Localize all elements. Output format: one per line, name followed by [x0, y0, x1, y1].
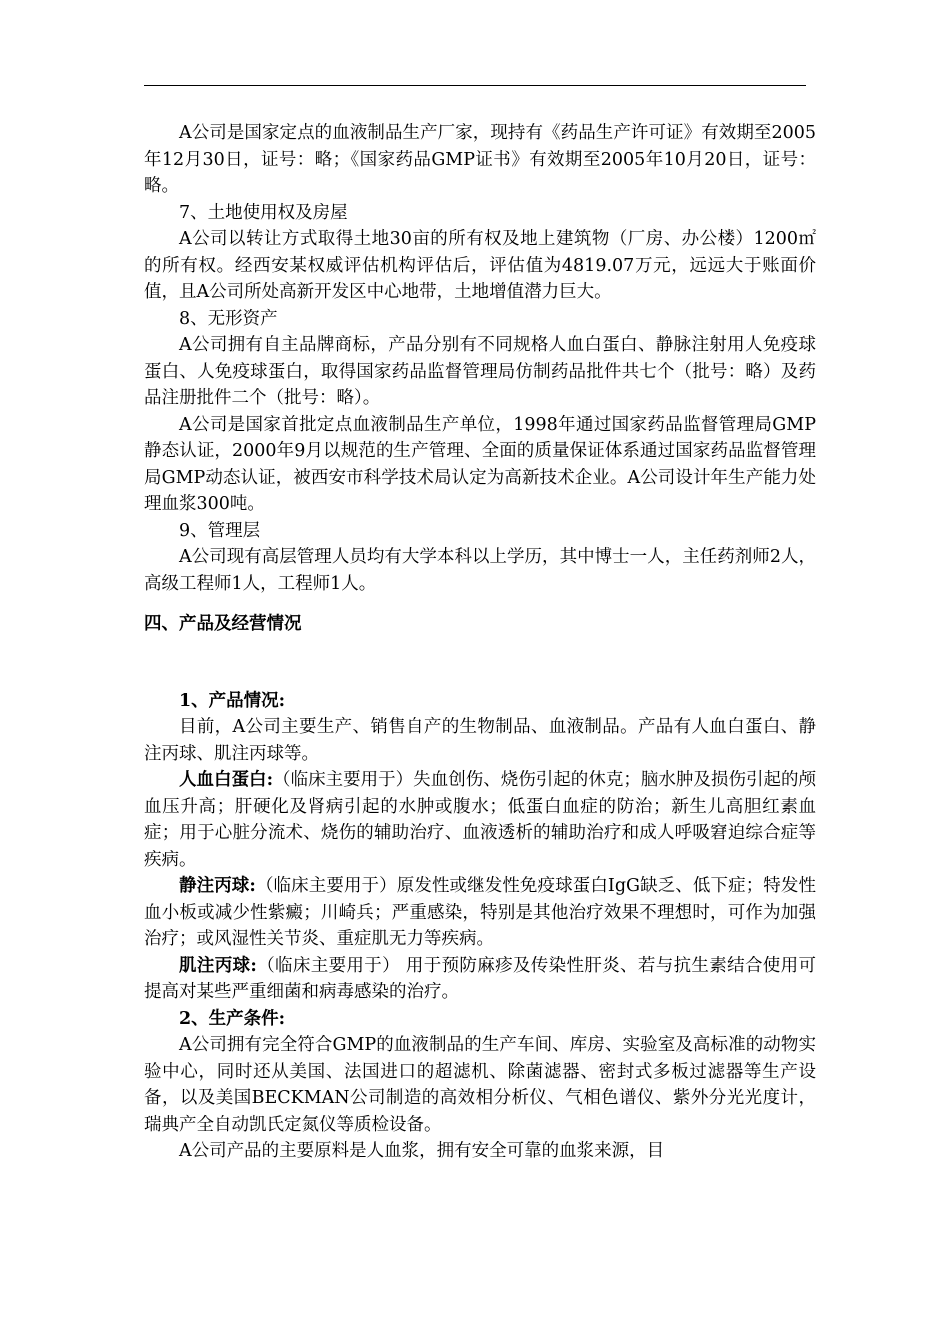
product-subheading: 1、产品情况:: [179, 690, 286, 711]
section-heading: 四、产品及经营情况: [144, 614, 302, 634]
license-paragraph: A公司是国家定点的血液制品生产厂家，现持有《药品生产许可证》有效期至2005年12月30日，证号：略；《国家药品GMP证书》有效期至2005年10月20日，证号：略。: [144, 123, 816, 196]
intangible-paragraph: A公司拥有自主品牌商标，产品分别有不同规格人血白蛋白、静脉注射用人免疫球蛋白、人免疫球蛋白，取得国家药品监督管理局仿制药品批件共七个（批号：略）及药品注册批件二个（批号：略）。: [144, 335, 816, 408]
ivig-text: （临床主要用于）原发性或继发性免疫球蛋白IgG缺乏、低下症；特发性血小板或减少性紫癜；川崎兵；严重感染，特别是其他治疗效果不理想时，可作为加强治疗；或风湿性关节炎、重症肌无力等疾病。: [144, 876, 816, 949]
certification-paragraph: A公司是国家首批定点血液制品生产单位，1998年通过国家药品监督管理局GMP静态认证，2000年9月以规范的生产管理、全面的质量保证体系通过国家药品监督管理局GMP动态认证，被西安市科学技术局认定为高新技术企业。A公司设计年生产能力处理血浆300吨。: [144, 414, 816, 514]
product-intro: 目前，A公司主要生产、销售自产的生物制品、血液制品。产品有人血白蛋白、静注丙球、肌注丙球等。: [144, 717, 816, 764]
im-paragraph: [144, 953, 816, 1006]
ivig-term: 静注丙球:: [179, 876, 256, 896]
albumin-term: 人血白蛋白:: [179, 770, 274, 790]
facilities-paragraph: A公司拥有完全符合GMP的血液制品的生产车间、库房、实验室及高标准的动物实验中心，同时还从美国、法国进口的超滤机、除菌滤器、密封式多板过滤器等生产设备，以及美国BECKMAN公司制造的高效相分析仪、气相色谱仪、紫外分光光度计，瑞典产全自动凯氏定氮仪等质检设备。: [144, 1035, 816, 1135]
raw-material-paragraph: A公司产品的主要原料是人血浆，拥有安全可靠的血浆来源，目: [179, 1141, 665, 1161]
management-paragraph: A公司现有高层管理人员均有大学本科以上学历，其中博士一人，主任药剂师2人，高级工程师1人，工程师1人。: [144, 547, 816, 594]
item-8-title: 8、无形资产: [179, 308, 278, 329]
item-9-title: 9、管理层: [179, 520, 261, 541]
land-paragraph: A公司以转让方式取得土地30亩的所有权及地上建筑物（厂房、办公楼）1200㎡的所有权。经西安某权威评估机构评估后，评估值为4819.07万元，远远大于账面价值，且A公司所处高新开发区中心地带，土地增值潜力巨大。: [144, 229, 816, 302]
production-subheading: 2、生产条件:: [179, 1008, 286, 1029]
ivig-paragraph: [144, 873, 816, 953]
albumin-paragraph: [144, 767, 816, 873]
item-7-title: 7、土地使用权及房屋: [179, 202, 348, 223]
document-body: [144, 120, 816, 1165]
im-text: （临床主要用于） 用于预防麻疹及传染性肝炎、若与抗生素结合使用可提高对某些严重细菌和病毒感染的治疗。: [144, 955, 817, 1002]
header-rule: [144, 85, 806, 86]
im-term: 肌注丙球:: [179, 955, 257, 976]
albumin-text: （临床主要用于）失血创伤、烧伤引起的休克；脑水肿及损伤引起的颅血压升高；肝硬化及肾病引起的水肿或腹水；低蛋白血症的防治；新生儿高胆红素血症；用于心脏分流术、烧伤的辅助治疗、血液透析的辅助治疗和成人呼吸窘迫综合症等疾病。: [144, 770, 817, 870]
